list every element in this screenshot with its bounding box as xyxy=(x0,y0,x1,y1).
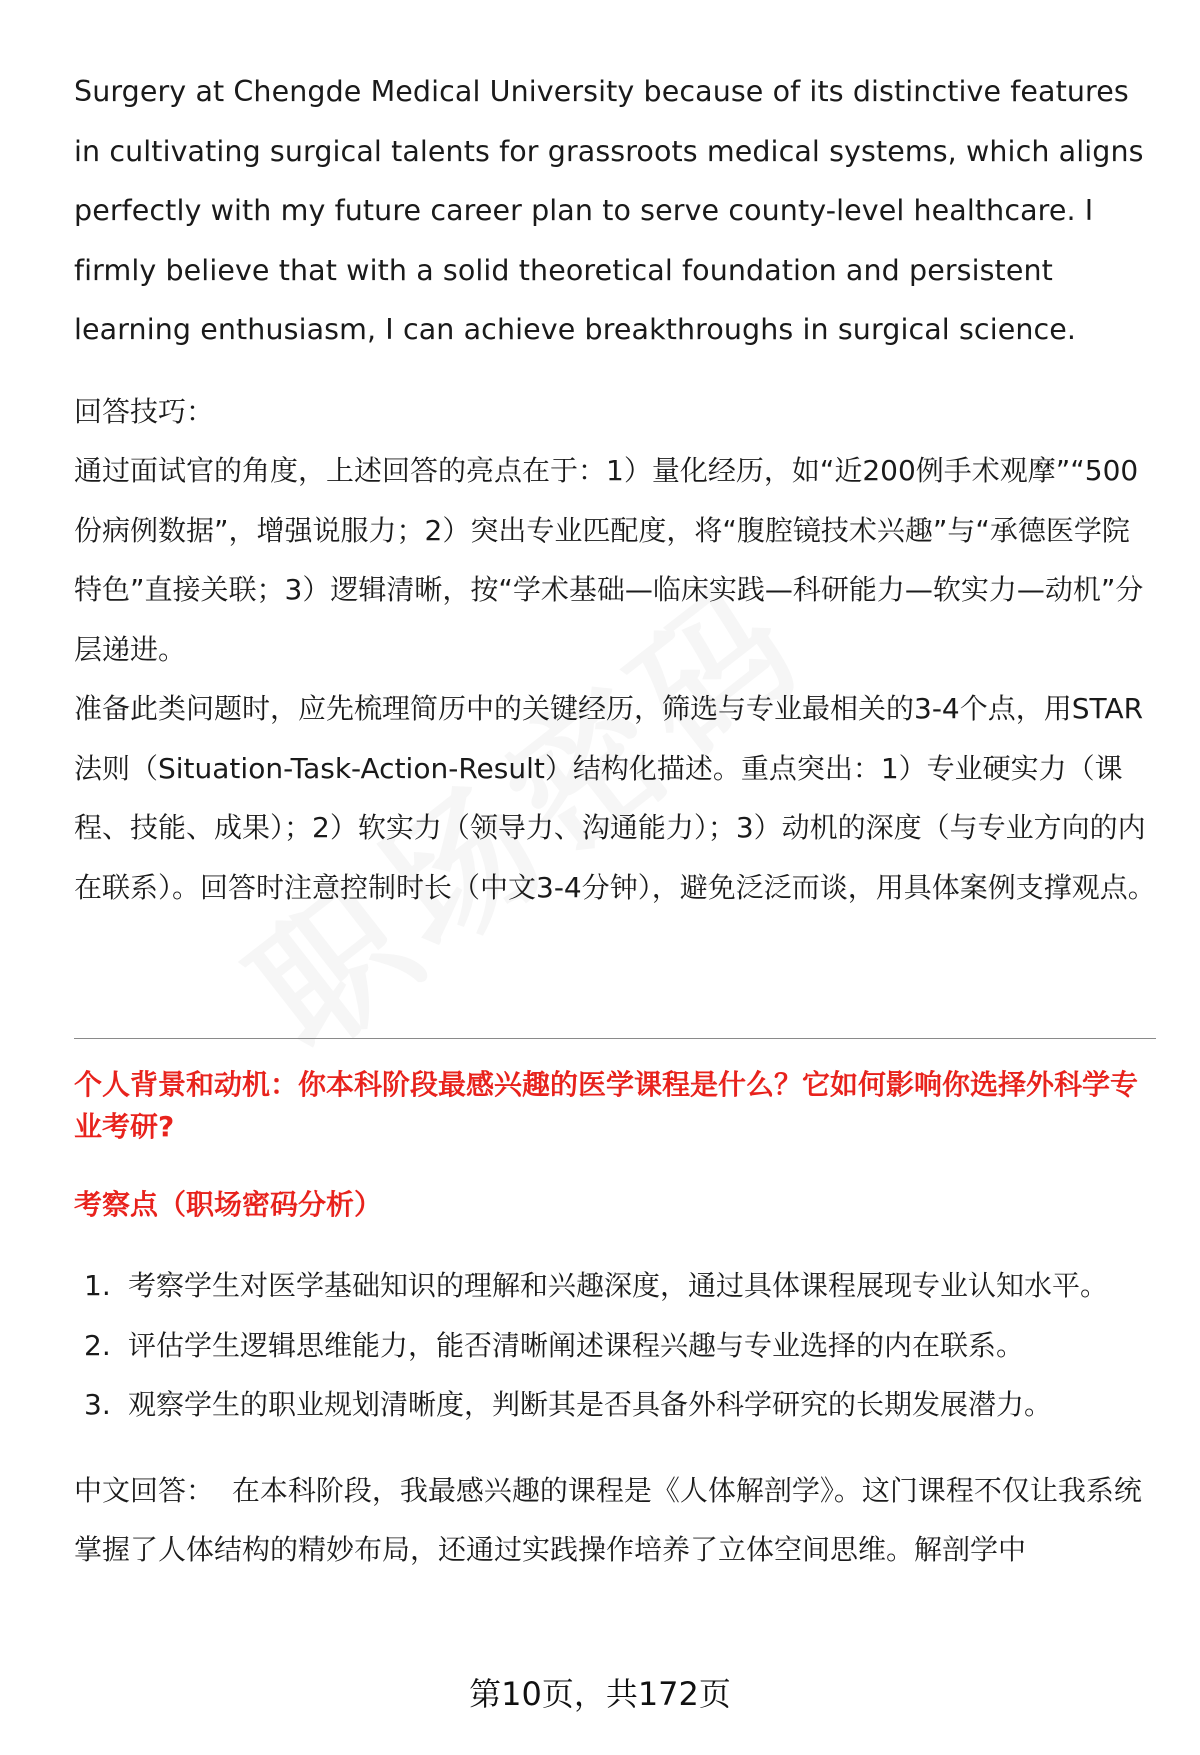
page-indicator: 第10页，共172页 xyxy=(469,1675,731,1713)
page-body xyxy=(74,62,1156,917)
tips-paragraph-2: 准备此类问题时，应先梳理简历中的关键经历，筛选与专业最相关的3-4个点，用STAR法则（Situation-Task-Action-Result）结构化描述。重点突出：1）专业硬实力（课程、技能、成果）；2）软实力（领导力、沟通能力）；3）动机的深度（与专业方向的内在联系）。回答时注意控制时长（中文3-4分钟），避免泛泛而谈，用具体案例支撑观点。 xyxy=(74,692,1156,904)
list-item-text: 考察学生对医学基础知识的理解和兴趣深度，通过具体课程展现专业认知水平。 xyxy=(128,1269,1109,1302)
list-item-number: 1. xyxy=(84,1269,111,1302)
chinese-answer-paragraph xyxy=(74,1461,1156,1580)
list-item xyxy=(74,1375,1156,1435)
list-item xyxy=(74,1256,1156,1316)
list-item-number: 2. xyxy=(84,1328,111,1362)
list-item-number: 3. xyxy=(84,1388,111,1421)
focus-points-list xyxy=(74,1256,1156,1435)
section-divider xyxy=(74,1038,1156,1039)
answer-label: 中文回答： xyxy=(74,1473,215,1507)
tips-title: 回答技巧： xyxy=(74,394,215,428)
focus-title: 考察点（职场密码分析） xyxy=(74,1188,383,1221)
list-item-text: 观察学生的职业规划清晰度，判断其是否具备外科学研究的长期发展潜力。 xyxy=(128,1388,1053,1421)
list-item xyxy=(74,1316,1156,1376)
question-section xyxy=(74,1064,1156,1580)
tips-paragraph-1: 通过面试官的角度，上述回答的亮点在于：1）量化经历，如“近200例手术观摩”“500份病例数据”，增强说服力；2）突出专业匹配度，将“腹腔镜技术兴趣”与“承德医学院特色”直接关联；3）逻辑清晰，按“学术基础—临床实践—科研能力—软实力—动机”分层递进。 xyxy=(74,454,1144,666)
question-heading: 个人背景和动机：你本科阶段最感兴趣的医学课程是什么？它如何影响你选择外科学专业考研? xyxy=(74,1068,1139,1143)
answer-text: 在本科阶段，我最感兴趣的课程是《人体解剖学》。这门课程不仅让我系统掌握了人体结构的精妙布局，还通过实践操作培养了立体空间思维。解剖学中 xyxy=(74,1473,1142,1566)
intro-english-paragraph: Surgery at Chengde Medical University because of its distinctive features in cultivating surgical talents for grassroots medical systems, which aligns perfectly with my future career plan to serve county-level healthcare. I firmly believe that with a solid theoretical foundation and persistent learning enthusiasm, I can achieve breakthroughs in surgical science. xyxy=(74,75,1144,346)
list-item-text: 评估学生逻辑思维能力，能否清晰阐述课程兴趣与专业选择的内在联系。 xyxy=(128,1328,1025,1362)
